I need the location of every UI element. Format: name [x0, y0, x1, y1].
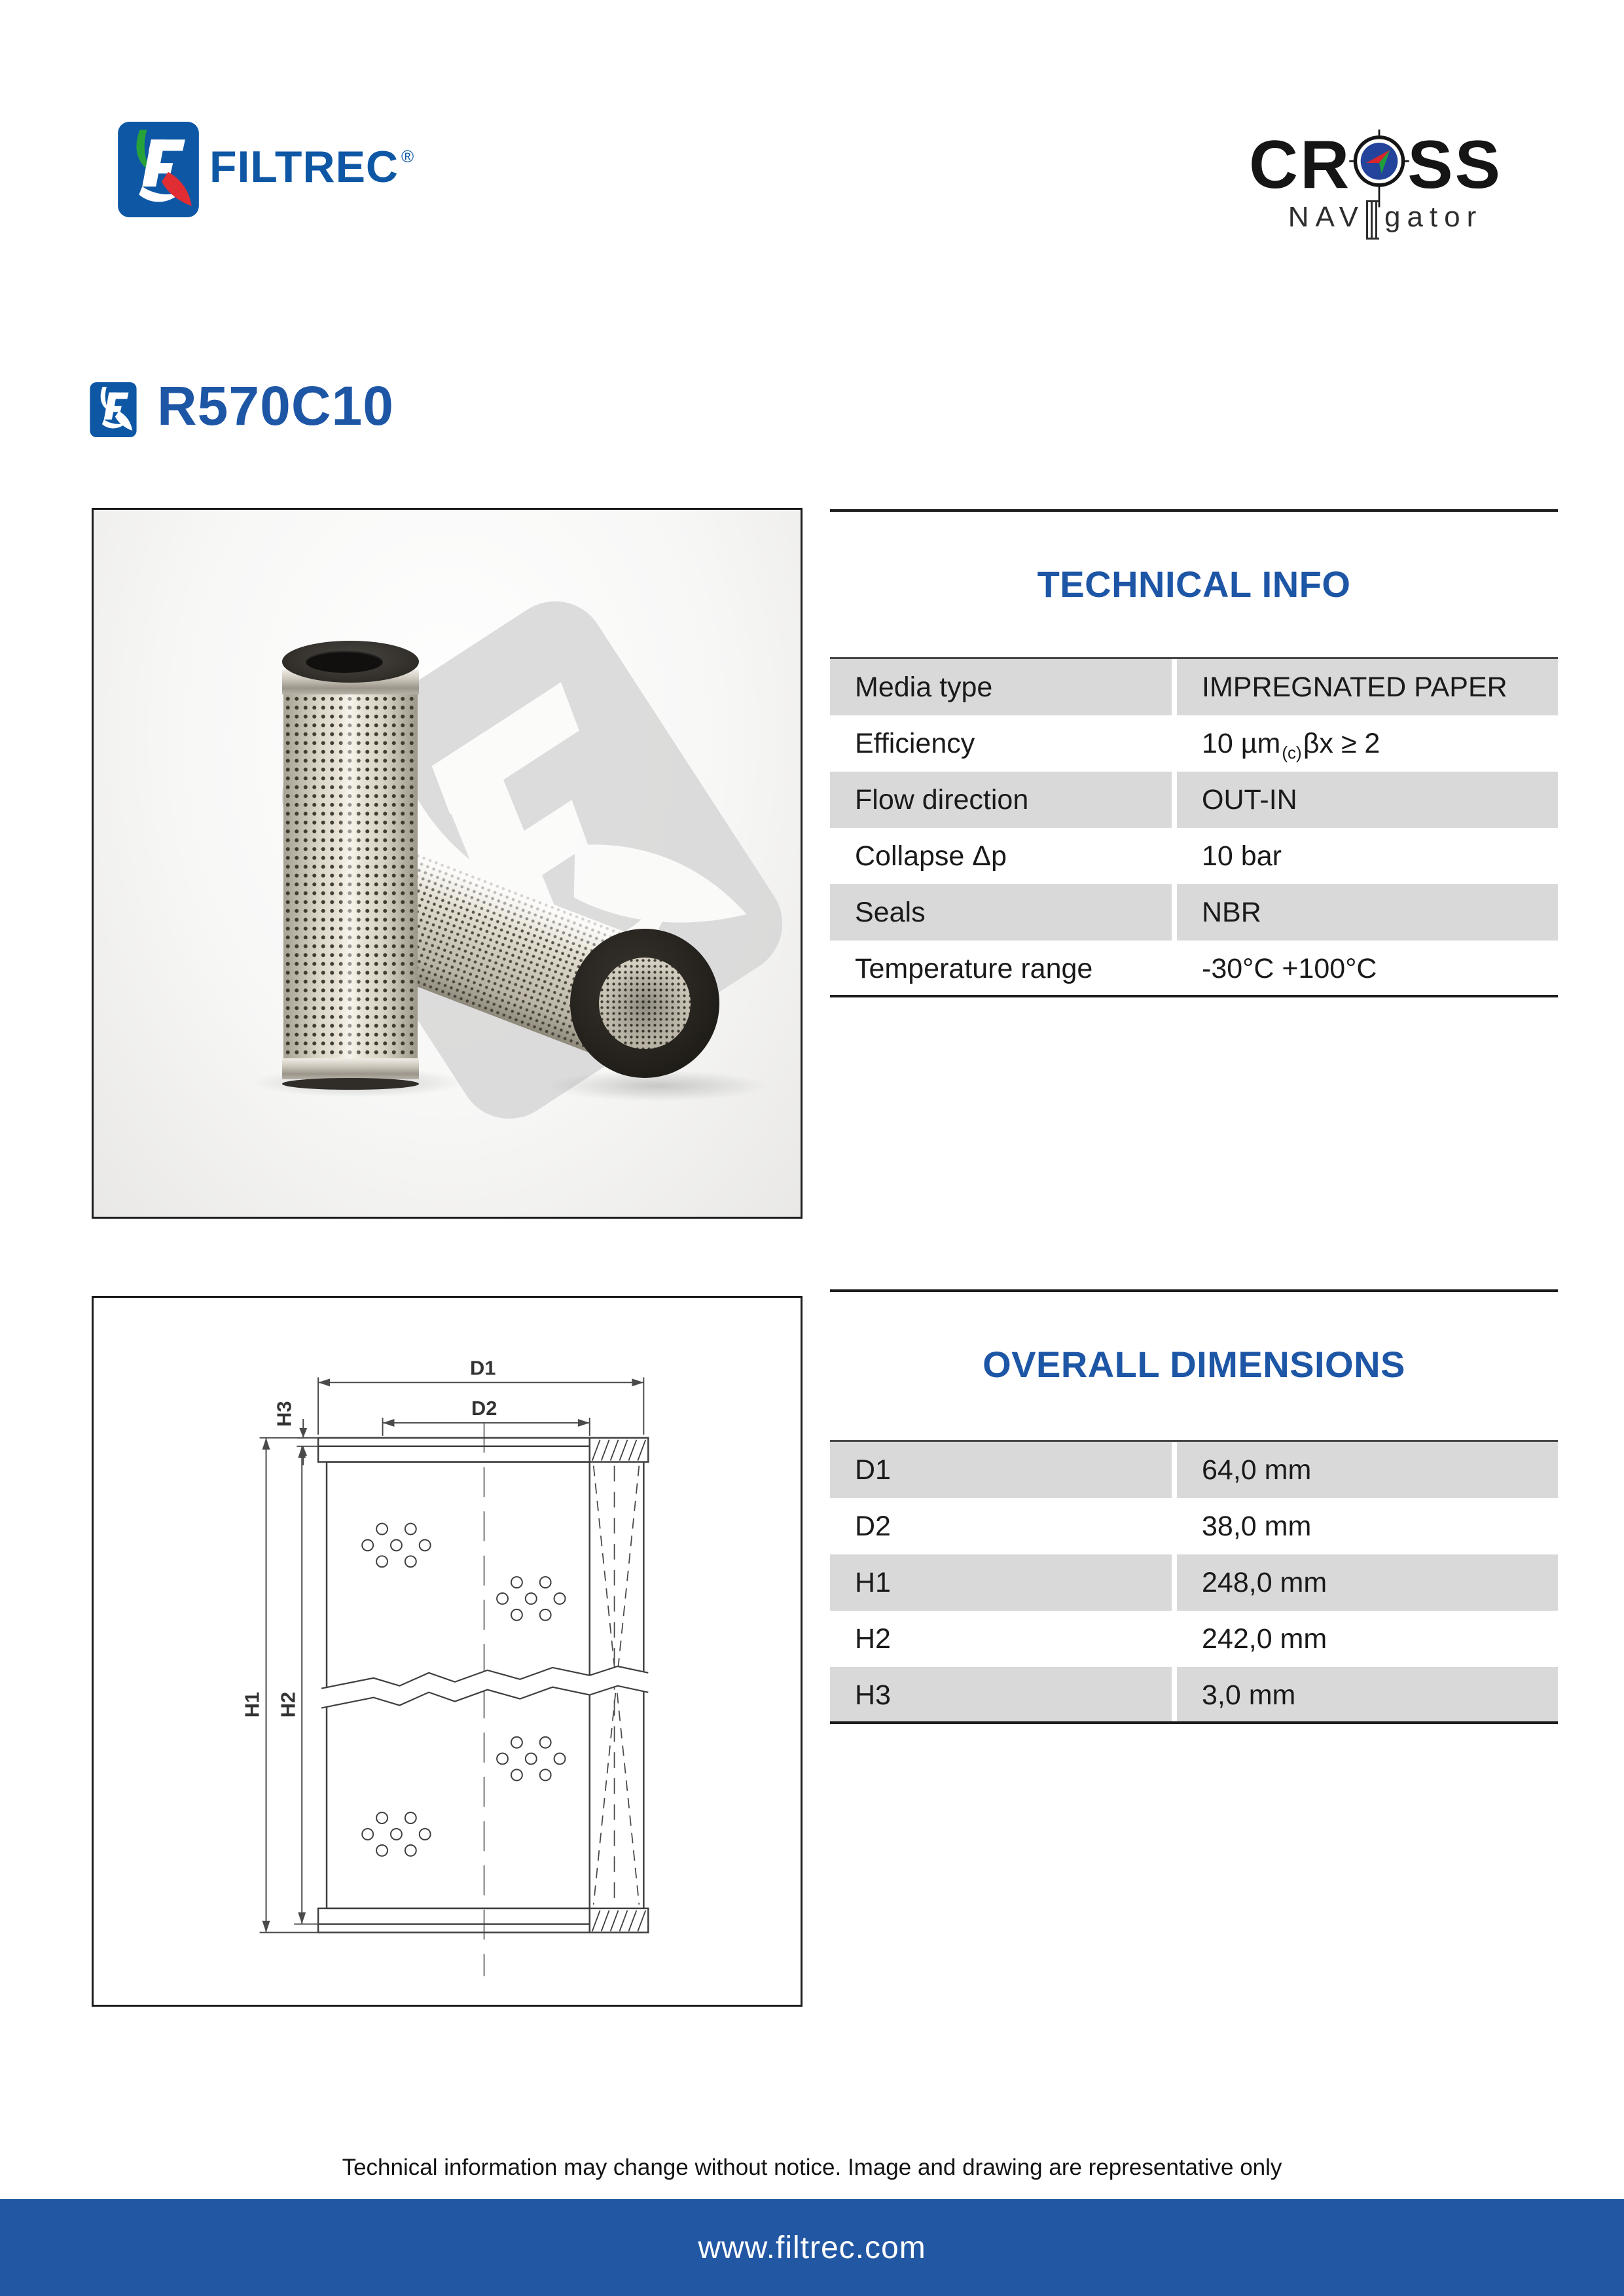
navigator-post-text: gator [1384, 201, 1483, 233]
row-value-tail: βx ≥ 2 [1303, 727, 1380, 759]
page-title: R570C10 [157, 375, 394, 437]
navigator-pre-text: NAV [1288, 201, 1365, 233]
row-value: 38,0 mm [1177, 1498, 1558, 1554]
filter-end-face [570, 929, 719, 1078]
dimension-drawing [94, 1298, 801, 2005]
filtrec-wordmark-text: FILTREC [209, 142, 399, 192]
row-label: Media type [830, 659, 1172, 715]
filter-end-mesh [599, 958, 691, 1049]
row-label: Seals [830, 884, 1172, 941]
cross-left-text: CR [1249, 127, 1352, 203]
table-row [830, 941, 1558, 997]
row-label: H1 [830, 1554, 1172, 1611]
part-number-icon [87, 382, 139, 437]
navigator-subtitle [1249, 198, 1502, 237]
row-value [1177, 715, 1558, 772]
registered-mark: ® [401, 147, 415, 166]
filter-top-cap [282, 641, 419, 683]
table-row [830, 1554, 1558, 1611]
row-value: 242,0 mm [1177, 1611, 1558, 1667]
table-row [830, 659, 1558, 715]
row-value-subscript: (c) [1282, 742, 1302, 762]
row-value-text: IMPREGNATED PAPER [1202, 671, 1507, 703]
table-row [830, 884, 1558, 941]
filter-bottom-cap [282, 1078, 419, 1090]
footer-bar [0, 2199, 1624, 2296]
dim-label-h2: H2 [276, 1691, 300, 1718]
table-row [830, 828, 1558, 884]
row-label: H2 [830, 1611, 1172, 1667]
filtrec-wordmark [209, 141, 415, 192]
row-value [1177, 772, 1558, 828]
row-value-text: OUT-IN [1202, 783, 1297, 816]
row-value: 248,0 mm [1177, 1554, 1558, 1611]
overall-dimensions-table [830, 1440, 1558, 1723]
section-rule-top [830, 509, 1558, 512]
dim-label-h3: H3 [272, 1401, 296, 1427]
technical-info-heading: TECHNICAL INFO [1037, 564, 1351, 605]
product-photo [92, 508, 803, 1219]
dim-label-d1: D1 [470, 1356, 496, 1380]
table-row [830, 715, 1558, 772]
row-value [1177, 659, 1558, 715]
row-label: Temperature range [830, 941, 1172, 997]
section-rule-bottom [830, 1721, 1558, 1724]
filter-perforated-body [283, 694, 418, 1058]
technical-drawing [92, 1296, 803, 2007]
table-row [830, 772, 1558, 828]
navigator-striped-i-icon [1366, 200, 1379, 240]
row-value-text: NBR [1202, 896, 1261, 928]
compass-icon [1349, 128, 1409, 212]
overall-dimensions-heading: OVERALL DIMENSIONS [983, 1344, 1405, 1385]
section-rule-bottom [830, 995, 1558, 997]
row-value-text: 10 bar [1202, 840, 1282, 872]
filtrec-logo [118, 122, 415, 217]
row-value-text: -30°C +100°C [1202, 952, 1377, 984]
disclaimer-text: Technical information may change without notice. Image and drawing are representative only [342, 2155, 1282, 2180]
filtrec-f-mark-icon [118, 122, 199, 217]
row-label: Flow direction [830, 772, 1172, 828]
filter-end-band [282, 1058, 419, 1079]
row-label: D1 [830, 1442, 1172, 1498]
cross-navigator-logo [1249, 123, 1502, 237]
technical-info-table [830, 657, 1558, 997]
row-value: 64,0 mm [1177, 1442, 1558, 1498]
table-row [830, 1442, 1558, 1498]
website-text: www.filtrec.com [698, 2230, 926, 2265]
table-row [830, 1667, 1558, 1723]
filter-element-standing [282, 641, 419, 1092]
row-label: D2 [830, 1498, 1172, 1554]
table-row [830, 1611, 1558, 1667]
row-value [1177, 941, 1558, 997]
row-label: Efficiency [830, 715, 1172, 772]
section-rule-top [830, 1289, 1558, 1292]
table-row [830, 1498, 1558, 1554]
row-value-text: 10 µm [1202, 727, 1281, 759]
row-value: 3,0 mm [1177, 1667, 1558, 1723]
cross-right-text: SS [1407, 127, 1502, 203]
dim-label-h1: H1 [240, 1691, 264, 1718]
row-value [1177, 828, 1558, 884]
row-label: H3 [830, 1667, 1172, 1723]
filter-top-hole [306, 651, 383, 673]
row-value [1177, 884, 1558, 941]
row-label: Collapse Δp [830, 828, 1172, 884]
dim-label-d2: D2 [471, 1397, 497, 1420]
cross-navigator-title [1249, 123, 1502, 207]
